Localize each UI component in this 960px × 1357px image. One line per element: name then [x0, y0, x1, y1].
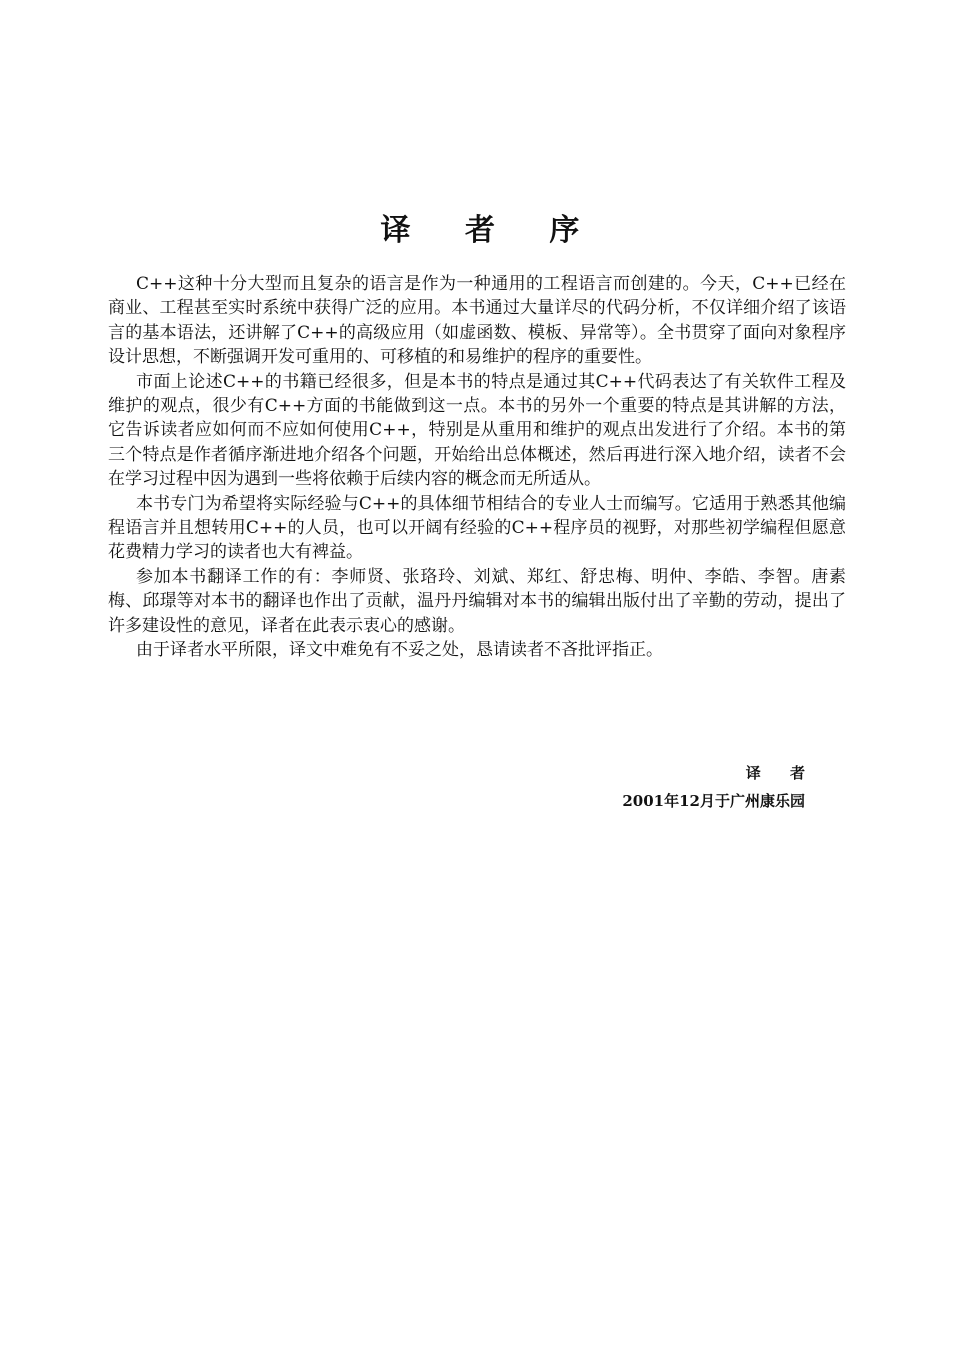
paragraph-1: C++这种十分大型而且复杂的语言是作为一种通用的工程语言而创建的。今天，C++已经在商业、工程甚至实时系统中获得广泛的应用。本书通过大量详尽的代码分析，不仅详细介绍了该语言的基本语法，还讲解了C++的高级应用（如虚函数、模板、异常等）。全书贯穿了面向对象程序设计思想，不断强调开发可重用的、可移植的和易维护的程序的重要性。 — [108, 274, 846, 368]
paragraph-3: 本书专门为希望将实际经验与C++的具体细节相结合的专业人士而编写。它适用于熟悉其他编程语言并且想转用C++的人员，也可以开阔有经验的C++程序员的视野，对那些初学编程但愿意花费精力学习的读者也大有裨益。 — [108, 493, 846, 563]
signature-name: 译 者 — [745, 764, 817, 782]
paragraph-4: 参加本书翻译工作的有：李师贤、张珞玲、刘斌、郑红、舒忠梅、明仲、李皓、李智。唐素梅、邱璟等对本书的翻译也作出了贡献，温丹丹编辑对本书的编辑出版付出了辛勤的劳动，提出了许多建设性的意见，译者在此表示衷心的感谢。 — [108, 566, 846, 636]
signature-block — [520, 760, 817, 814]
paragraph-5: 由于译者水平所限，译文中难免有不妥之处，恳请读者不吝批评指正。 — [136, 640, 663, 661]
preface-body — [108, 272, 846, 663]
paragraph-2: 市面上论述C++的书籍已经很多，但是本书的特点是通过其C++代码表达了有关软件工程及维护的观点，很少有C++方面的书能做到这一点。本书的另外一个重要的特点是其讲解的方法，它告诉读者应如何而不应如何使用C++，特别是从重用和维护的观点出发进行了介绍。本书的第三个特点是作者循序渐进地介绍各个问题，开始给出总体概述，然后再进行深入地介绍，读者不会在学习过程中因为遇到一些将依赖于后续内容的概念而无所适从。 — [108, 371, 846, 490]
signature-date: 2001年12月于广州康乐园 — [622, 792, 805, 810]
page-title: 译 者 序 — [380, 213, 602, 248]
